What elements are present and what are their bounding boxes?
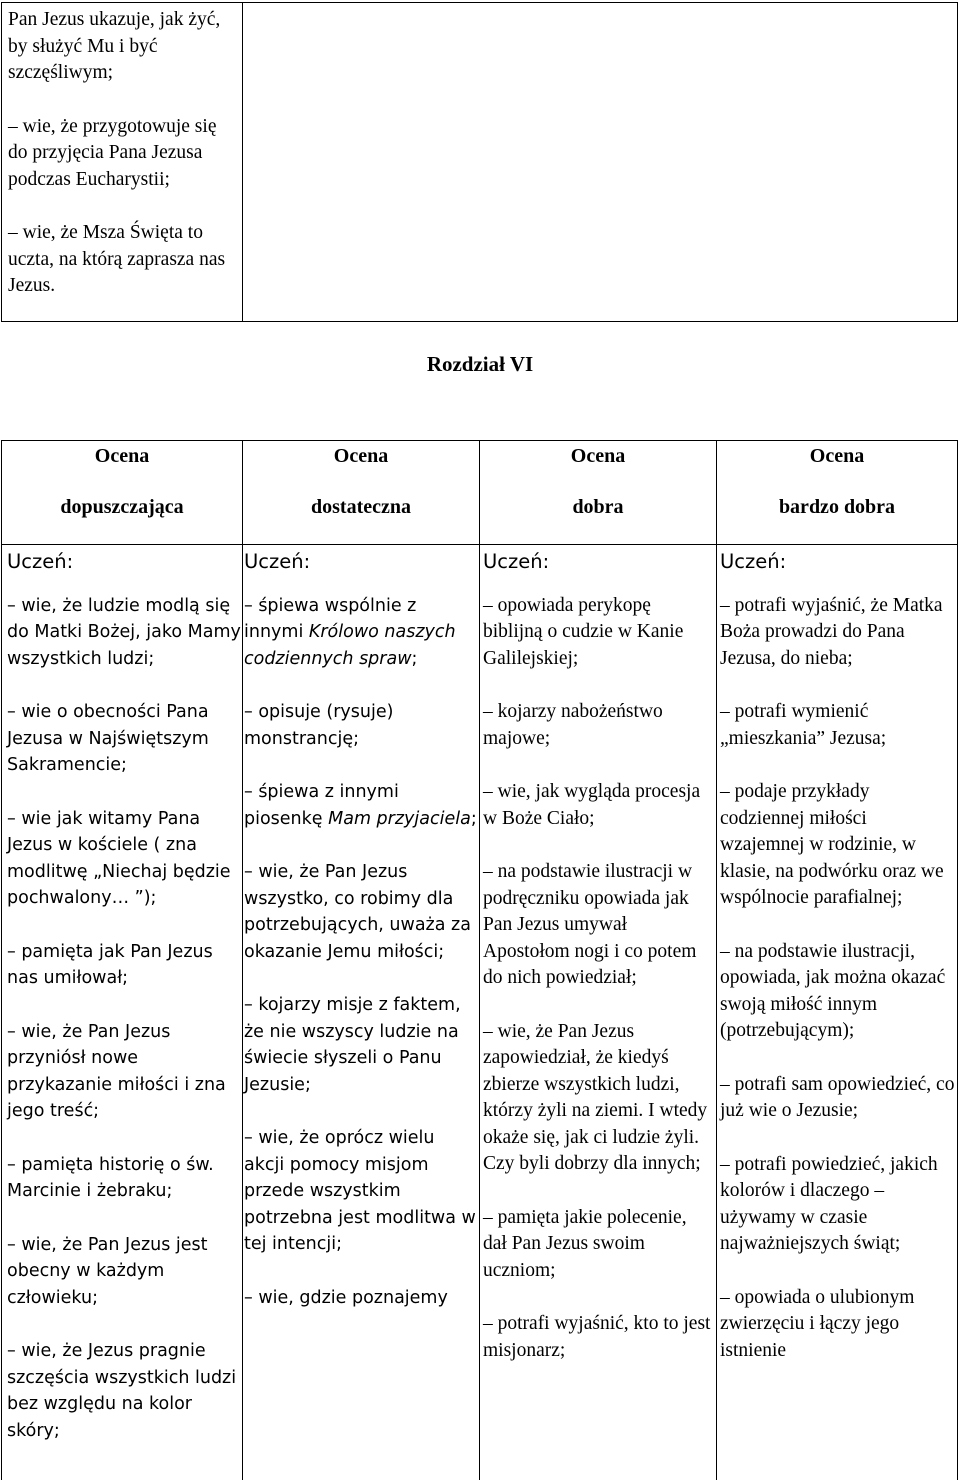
list-item: Pan Jezus ukazuje, jak żyć, by służyć Mu i być szczęśliwym; xyxy=(8,9,221,83)
grade-name: dostateczna xyxy=(311,496,411,518)
column-dostateczna xyxy=(244,549,477,1311)
list-item: – wie, że oprócz wielu akcji pomocy misjom przede wszystkim potrzebna jest modlitwa w tej intencji; xyxy=(244,1128,476,1254)
list-item: – podaje przykłady codziennej miłości wzajemnej w rodzinie, w klasie, na podwórku oraz we wspólnocie parafialnej; xyxy=(720,781,944,908)
grade-label: Ocena xyxy=(94,445,150,467)
student-label: Uczeń: xyxy=(7,550,74,573)
song-title: Królowo naszych codziennych spraw xyxy=(244,622,456,669)
list-item xyxy=(244,779,477,832)
list-item: – wie o obecności Pana Jezusa w Najświętszym Sakramencie; xyxy=(7,702,209,775)
grade-header-bardzo-dobra xyxy=(717,441,957,544)
list-item: – potrafi wyjaśnić, kto to jest misjonarz; xyxy=(483,1313,711,1361)
list-item: – opowiada o ulubionym zwierzęciu i łączy jego istnienie xyxy=(720,1286,915,1361)
list-item xyxy=(244,593,477,673)
grade-header-dostateczna xyxy=(243,441,479,544)
list-item: – potrafi wymienić „mieszkania” Jezusa; xyxy=(720,701,887,749)
grade-label: Ocena xyxy=(809,445,865,467)
student-label: Uczeń: xyxy=(720,550,787,573)
column-dobra xyxy=(483,549,715,1364)
list-item: – wie, że Pan Jezus zapowiedział, że kiedyś zbierze wszystkich ludzi, którzy żyli na ziemi. I wtedy okaże się, jak ci ludzie żyli. Czy byli dobrzy dla innych; xyxy=(483,1020,708,1174)
list-item: – opisuje (rysuje) monstrancję; xyxy=(244,702,394,749)
header-divider xyxy=(2,544,957,545)
column-divider xyxy=(242,441,243,1480)
list-item: – pamięta historię o św. Marcinie i żebraku; xyxy=(7,1154,214,1201)
grade-label: Ocena xyxy=(570,445,626,467)
list-item: – na podstawie ilustracji w podręczniku opowiada jak Pan Jezus umywał Apostołom nogi i co potem do nich powiedział; xyxy=(483,861,697,988)
column-bardzo-dobra xyxy=(720,549,956,1364)
list-item: – potrafi sam opowiedzieć, co już wie o Jezusie; xyxy=(720,1073,955,1121)
column-divider xyxy=(242,3,243,321)
list-item: – na podstawie ilustracji, opowiada, jak można okazać swoją miłość innym (potrzebującym); xyxy=(720,940,946,1041)
song-title: Mam przyjaciela xyxy=(328,808,471,829)
list-item: – potrafi wyjaśnić, że Matka Boża prowadzi do Pana Jezusa, do nieba; xyxy=(720,594,943,669)
list-item: – wie, gdzie poznajemy xyxy=(244,1287,448,1308)
student-label: Uczeń: xyxy=(244,550,311,573)
list-item: – wie, jak wygląda procesja w Boże Ciało; xyxy=(483,781,701,829)
grade-label: Ocena xyxy=(333,445,389,467)
list-item: – wie, że przygotowuje się do przyjęcia Pana Jezusa podczas Eucharystii; xyxy=(8,115,217,190)
item-text: ; xyxy=(411,648,418,669)
list-item: – wie, że Pan Jezus przyniósł nowe przykazanie miłości i zna jego treść; xyxy=(7,1021,226,1121)
grade-header-dobra xyxy=(480,441,716,544)
list-item: – wie, że Jezus pragnie szczęścia wszystkich ludzi bez względu na kolor skóry; xyxy=(7,1341,237,1441)
list-item: – potrafi powiedzieć, jakich kolorów i dlaczego – używamy w czasie najważniejszych świąt; xyxy=(720,1153,938,1254)
column-divider xyxy=(716,441,717,1480)
column-dopuszczajaca xyxy=(7,549,241,1444)
list-item: – kojarzy nabożeństwo majowe; xyxy=(483,701,663,749)
list-item: – opowiada perykopę biblijną o cudzie w Kanie Galilejskiej; xyxy=(483,594,684,669)
list-item: – pamięta jakie polecenie, dał Pan Jezus swoim uczniom; xyxy=(483,1206,687,1281)
student-label: Uczeń: xyxy=(483,550,550,573)
grade-name: dobra xyxy=(572,496,624,518)
item-text: – śpiewa z innymi piosenkę xyxy=(244,782,399,829)
list-item: – wie, że ludzie modlą się do Matki Bożej, jako Mamy wszystkich ludzi; xyxy=(7,595,241,669)
list-item: – wie, że Msza Święta to uczta, na którą zaprasza nas Jezus. xyxy=(8,222,226,296)
chapter-title: Rozdział VI xyxy=(426,352,534,376)
top-table-column-1 xyxy=(8,7,240,300)
list-item: – kojarzy misje z faktem, że nie wszyscy ludzie na świecie słyszeli o Panu Jezusie; xyxy=(244,995,461,1095)
list-item: – wie, że Pan Jezus jest obecny w każdym człowieku; xyxy=(7,1234,208,1308)
grade-header-dopuszczajaca xyxy=(2,441,242,544)
list-item: – wie, że Pan Jezus wszystko, co robimy dla potrzebujących, uważa za okazanie Jemu miłości; xyxy=(244,862,471,962)
item-text: ; xyxy=(470,808,477,829)
previous-section-table xyxy=(1,2,958,322)
grading-table xyxy=(1,440,958,1480)
item-text: – śpiewa wspólnie z innymi xyxy=(244,595,417,642)
grade-name: bardzo dobra xyxy=(778,496,896,518)
grade-name: dopuszczająca xyxy=(60,496,184,518)
column-divider xyxy=(479,441,480,1480)
list-item: – wie jak witamy Pana Jezus w kościele ( zna modlitwę „Niechaj będzie pochwalony… ”); xyxy=(7,808,231,908)
list-item: – pamięta jak Pan Jezus nas umiłował; xyxy=(7,941,213,988)
